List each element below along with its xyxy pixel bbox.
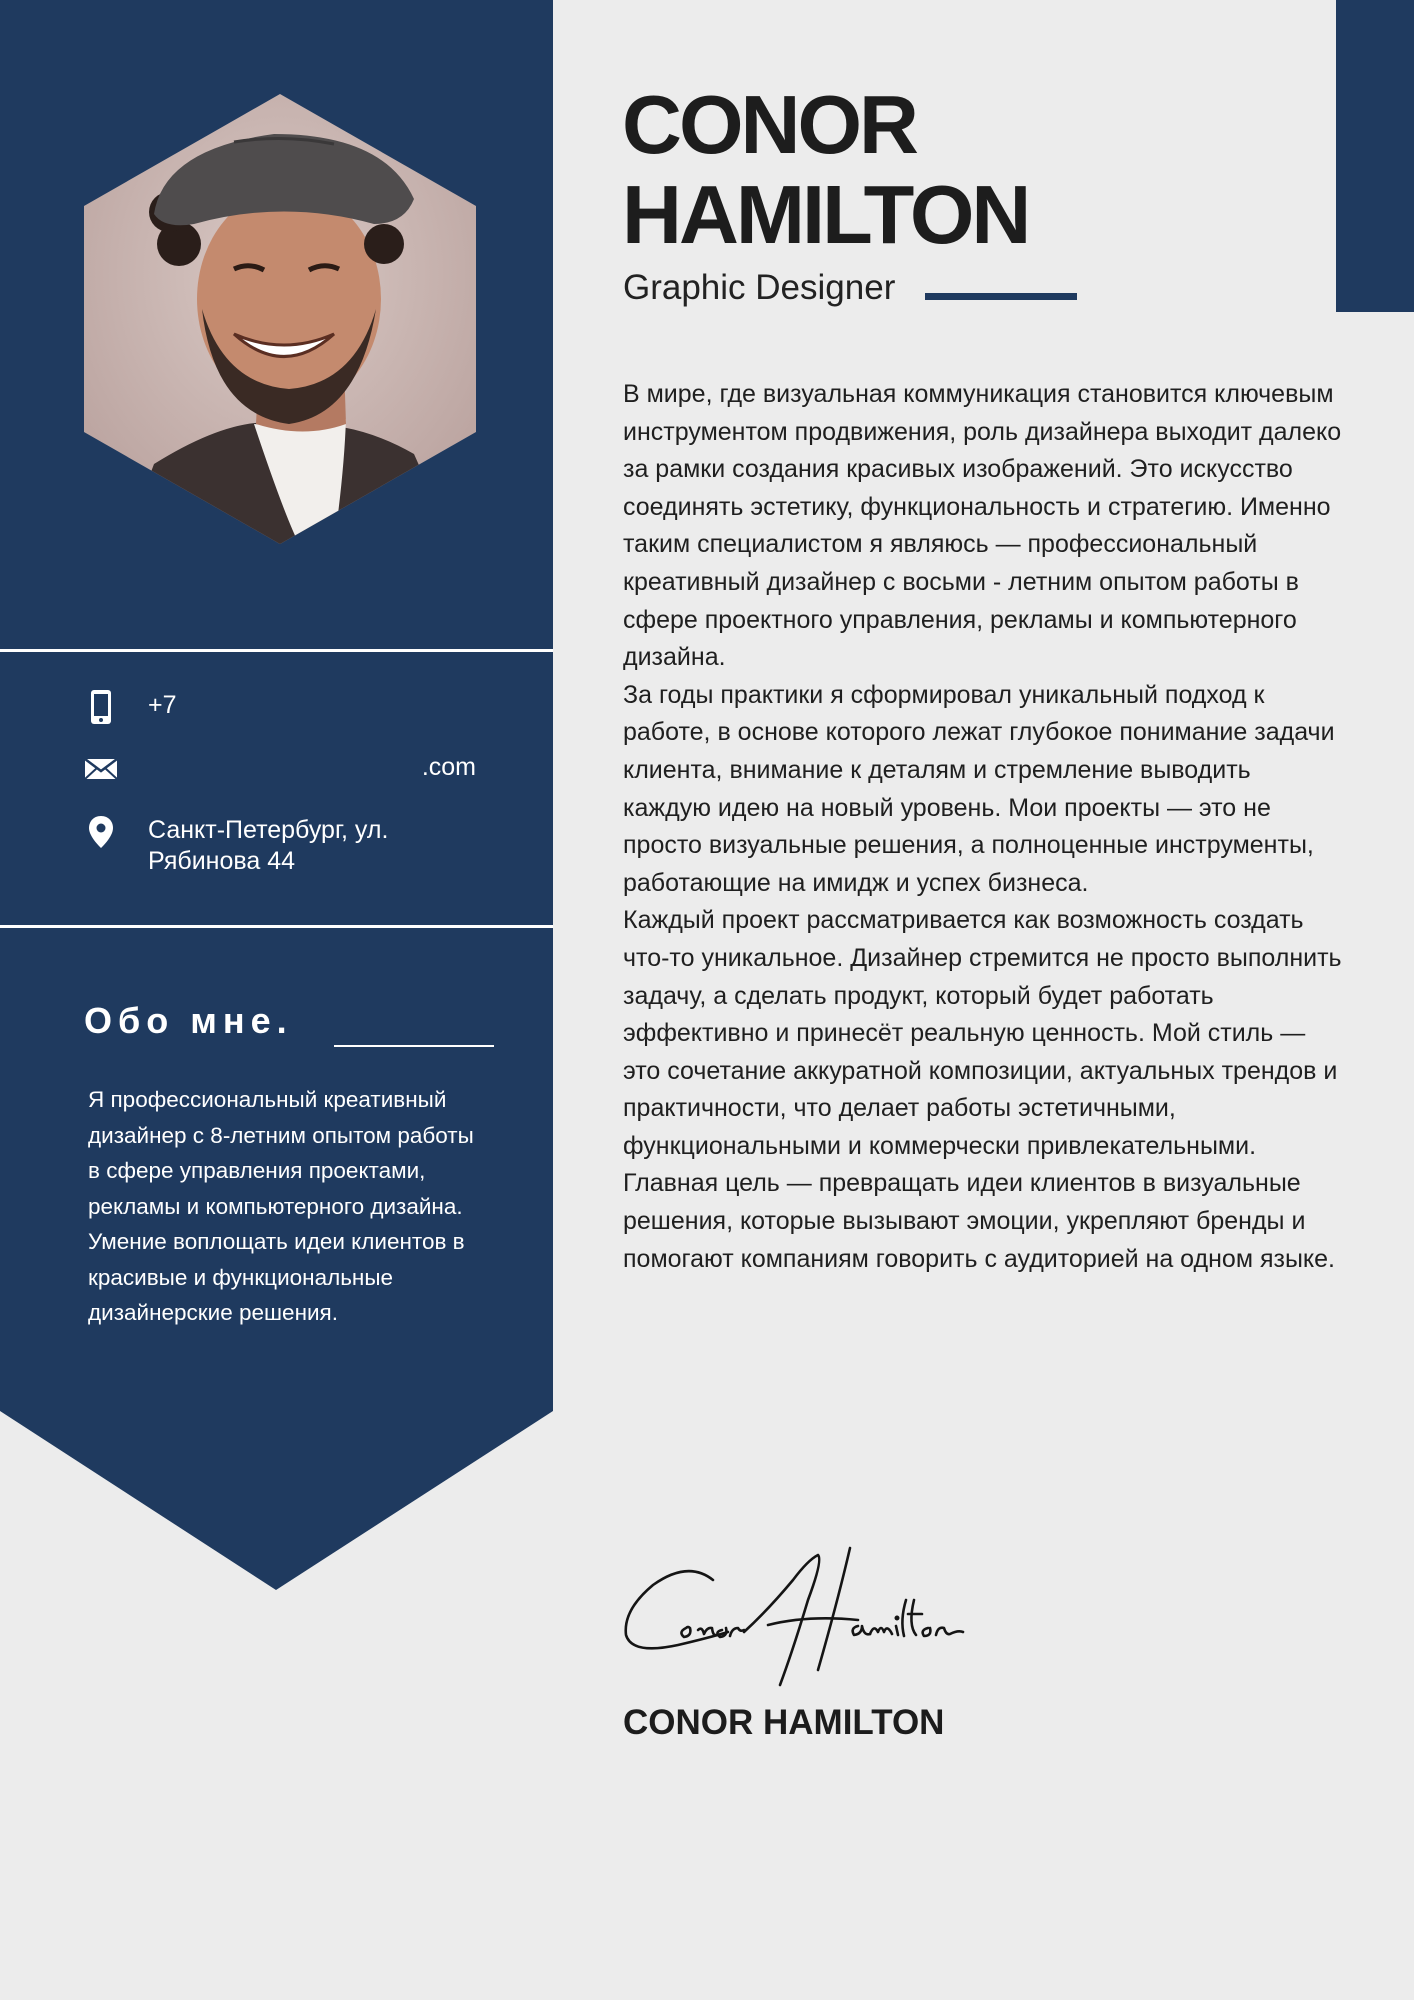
bio-paragraph: За годы практики я сформировал уникальный подход к работе, в основе которого лежат глубокое понимание задачи клиента, внимание к деталям и стремление выводить каждую идею на новый уровень. Мои проекты — это не просто визуальные решения, а полноценные инструменты, работающие на имидж и успех бизнеса. (623, 680, 1335, 897)
name-heading (622, 80, 1028, 260)
corner-accent-block (1336, 0, 1414, 312)
contact-email (84, 752, 476, 786)
about-heading: Обо мне. (84, 1000, 293, 1041)
contact-top-divider (0, 649, 553, 652)
first-name: CONOR (622, 78, 916, 171)
about-text: Я профессиональный креативный дизайнер с 8-летним опытом работы в сфере управления проектами, рекламы и компьютерного дизайна. Умение воплощать идеи клиентов в красивые и функциональные дизайнерские решения. (88, 1087, 474, 1325)
bio-paragraph: Главная цель — превращать идеи клиентов в визуальные решения, которые вызывают эмоции, укрепляют бренды и помогают компаниям говорить с аудиторией на одном языке. (623, 1169, 1335, 1273)
phone-number[interactable]: +7 (148, 691, 177, 719)
location-pin-icon (84, 815, 118, 849)
contact-bottom-divider (0, 925, 553, 928)
signature-printed-name: CONOR HAMILTON (623, 1703, 945, 1742)
phone-icon (84, 690, 118, 724)
address-text: Санкт-Петербург, ул. Рябинова 44 (148, 816, 389, 875)
title-accent-rule (925, 293, 1077, 300)
about-underline (334, 1045, 494, 1047)
contact-address (84, 815, 438, 877)
bio-paragraph: В мире, где визуальная коммуникация становится ключевым инструментом продвижения, роль дизайнера выходит далеко за рамки создания красивых изображений. Это искусство соединять эстетику, функциональность и стратегию. Именно таким специалистом я являюсь — профессиональный креативный дизайнер с восьми - летним опытом работы в сфере проектного управления, рекламы и компьютерного дизайна. (623, 380, 1342, 672)
signature-image (618, 1540, 1018, 1690)
mail-icon (84, 752, 118, 786)
contact-phone (84, 690, 177, 724)
email-address[interactable]: .com (421, 753, 476, 781)
profile-photo (84, 94, 476, 544)
last-name: HAMILTON (622, 168, 1029, 261)
bio-paragraph: Каждый проект рассматривается как возможность создать что-то уникальное. Дизайнер стремится не просто выполнить задачу, а сделать продукт, который будет работать эффективно и принесёт реальную ценность. Мой стиль — это сочетание аккуратной композиции, актуальных трендов и практичности, что делает работы эстетичными, функциональными и коммерчески привлекательными. (623, 906, 1342, 1160)
bio-section (623, 376, 1343, 1278)
job-title: Graphic Designer (623, 268, 896, 307)
